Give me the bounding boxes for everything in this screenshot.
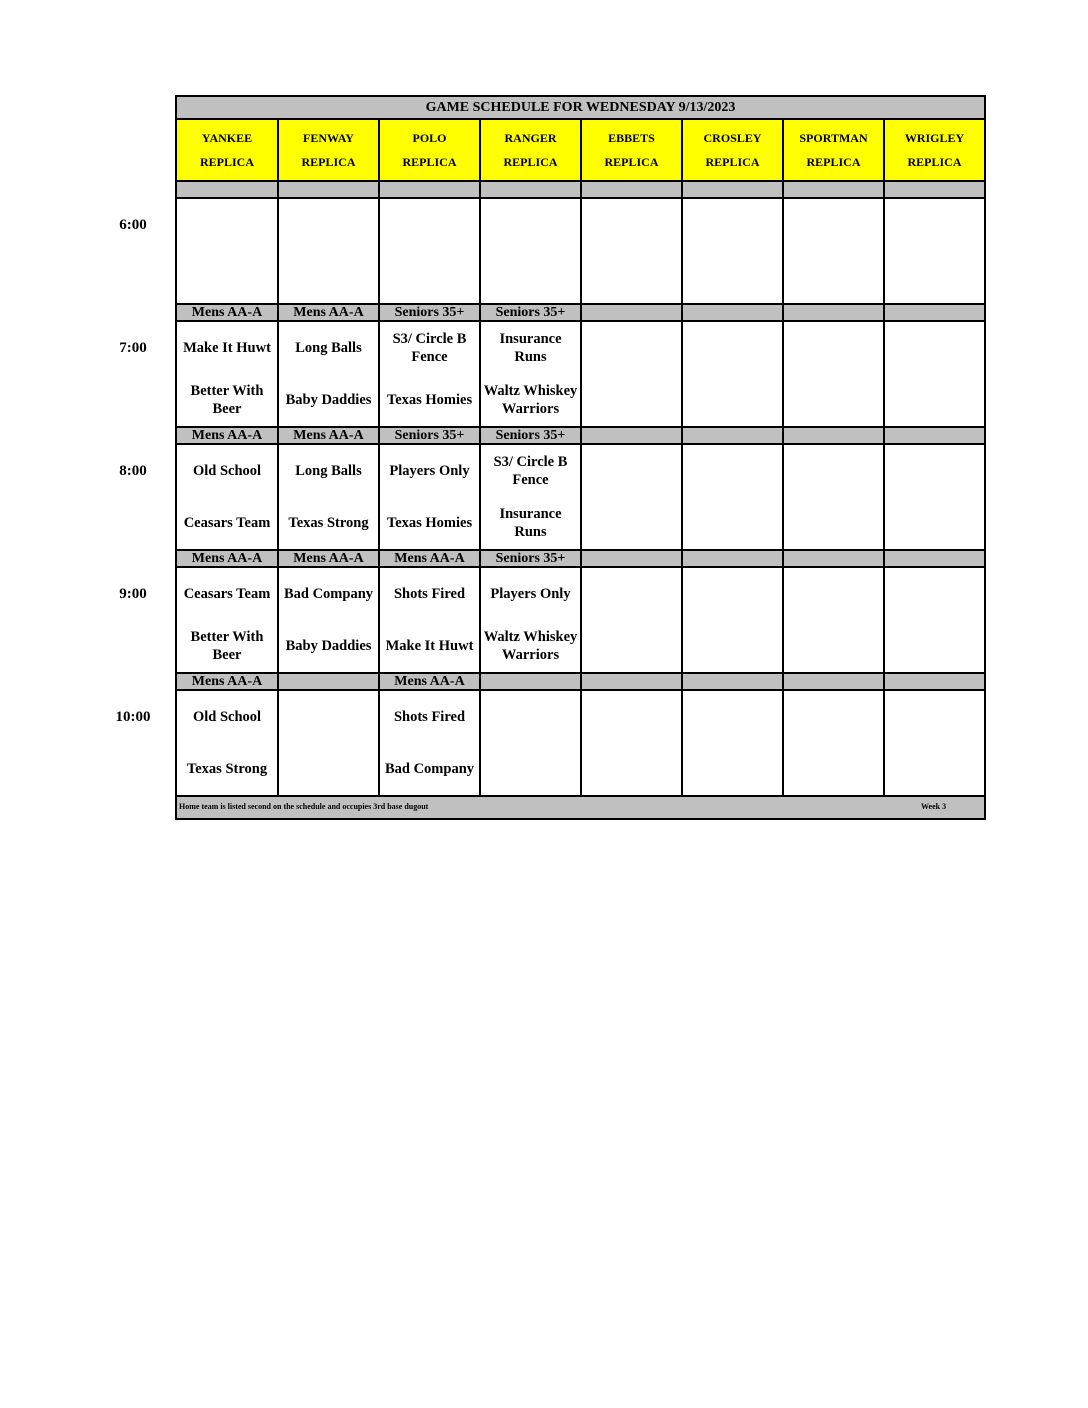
field-name: RANGER	[504, 130, 557, 145]
home-team	[784, 497, 883, 549]
game-cell	[885, 322, 984, 426]
field-subtitle: REPLICA	[705, 154, 760, 169]
field-subtitle: REPLICA	[301, 154, 356, 169]
home-team	[885, 251, 984, 303]
home-team: Texas Strong	[288, 515, 369, 531]
game-cell	[683, 691, 784, 795]
home-team: Ceasars Team	[183, 515, 271, 531]
visiting-team	[582, 322, 681, 374]
home-team	[279, 251, 378, 303]
game-cell	[885, 568, 984, 672]
game-cell	[784, 199, 885, 303]
home-team	[885, 497, 984, 549]
game-cell	[885, 445, 984, 549]
home-team: Better With Beer	[190, 629, 264, 663]
field-subtitle: REPLICA	[402, 154, 457, 169]
division-label	[683, 674, 784, 689]
visiting-team: Long Balls	[295, 340, 362, 356]
division-label	[784, 182, 885, 197]
division-label	[481, 674, 582, 689]
home-team	[885, 620, 984, 672]
division-label: Seniors 35+	[481, 305, 582, 320]
visiting-team	[380, 199, 479, 251]
field-header	[885, 120, 984, 180]
game-cell	[481, 691, 582, 795]
home-team	[177, 251, 277, 303]
game-cell	[279, 322, 380, 426]
division-label	[683, 551, 784, 566]
game-cell	[582, 691, 683, 795]
game-cell	[784, 568, 885, 672]
game-cell	[481, 568, 582, 672]
home-team: Texas Strong	[186, 761, 268, 777]
game-cell	[582, 445, 683, 549]
visiting-team: Shots Fired	[393, 709, 466, 725]
home-team	[683, 743, 782, 795]
division-label: Seniors 35+	[380, 428, 481, 443]
game-cell	[481, 445, 582, 549]
visiting-team	[885, 445, 984, 497]
visiting-team	[481, 691, 580, 743]
game-row	[177, 691, 984, 797]
visiting-team	[683, 199, 782, 251]
game-cell	[582, 199, 683, 303]
division-label	[582, 182, 683, 197]
division-label: Mens AA-A	[177, 305, 279, 320]
game-cell	[177, 199, 279, 303]
game-cell	[279, 568, 380, 672]
home-team: Texas Homies	[386, 392, 473, 408]
field-header-row	[177, 120, 984, 182]
time-label: 7:00	[119, 340, 147, 356]
time-label: 6:00	[119, 217, 147, 233]
game-cell	[683, 568, 784, 672]
division-label	[683, 428, 784, 443]
field-header	[177, 120, 279, 180]
division-label	[885, 674, 984, 689]
division-row	[177, 182, 984, 199]
division-label	[683, 182, 784, 197]
game-cell	[582, 322, 683, 426]
visiting-team	[582, 568, 681, 620]
time-label: 9:00	[119, 586, 147, 602]
game-cell	[481, 322, 582, 426]
game-cell	[177, 691, 279, 795]
visiting-team: Old School	[192, 463, 262, 479]
home-team	[784, 251, 883, 303]
schedule-title: GAME SCHEDULE FOR WEDNESDAY 9/13/2023	[177, 97, 984, 120]
field-name: YANKEE	[201, 130, 253, 145]
field-header	[582, 120, 683, 180]
game-cell	[279, 691, 380, 795]
field-name: CROSLEY	[703, 130, 762, 145]
game-cell	[784, 445, 885, 549]
visiting-team: Long Balls	[295, 463, 362, 479]
home-team	[279, 743, 378, 795]
game-row	[177, 322, 984, 428]
home-team	[582, 620, 681, 672]
footer-note: Home team is listed second on the schedule and occupies 3rd base dugout	[179, 802, 429, 811]
home-team	[784, 743, 883, 795]
field-name: POLO	[412, 130, 447, 145]
visiting-team: Shots Fired	[393, 586, 466, 602]
visiting-team: S3/ Circle B Fence	[493, 454, 568, 488]
game-cell	[885, 199, 984, 303]
field-name: WRIGLEY	[904, 130, 965, 145]
division-label	[279, 674, 380, 689]
game-cell	[177, 568, 279, 672]
division-label	[582, 674, 683, 689]
field-header	[481, 120, 582, 180]
visiting-team	[683, 322, 782, 374]
field-header	[784, 120, 885, 180]
division-row	[177, 674, 984, 691]
game-cell	[380, 691, 481, 795]
home-team: Insurance Runs	[499, 506, 562, 540]
division-label	[784, 428, 885, 443]
division-label: Mens AA-A	[177, 551, 279, 566]
division-label: Mens AA-A	[177, 674, 279, 689]
division-label: Mens AA-A	[279, 428, 380, 443]
game-cell	[683, 199, 784, 303]
game-cell	[380, 568, 481, 672]
game-cell	[279, 445, 380, 549]
visiting-team	[784, 568, 883, 620]
field-header	[683, 120, 784, 180]
footer	[177, 797, 984, 818]
home-team: Waltz Whiskey Warriors	[483, 383, 578, 417]
division-label	[380, 182, 481, 197]
home-team	[784, 620, 883, 672]
game-cell	[683, 445, 784, 549]
division-label: Mens AA-A	[380, 674, 481, 689]
division-label	[784, 551, 885, 566]
division-label: Mens AA-A	[279, 551, 380, 566]
game-cell	[784, 322, 885, 426]
visiting-team	[784, 691, 883, 743]
home-team	[582, 497, 681, 549]
division-label	[279, 182, 380, 197]
home-team	[683, 251, 782, 303]
game-cell	[380, 445, 481, 549]
home-team: Baby Daddies	[285, 392, 372, 408]
visiting-team	[582, 199, 681, 251]
game-cell	[582, 568, 683, 672]
visiting-team	[279, 691, 378, 743]
field-subtitle: REPLICA	[503, 154, 558, 169]
visiting-team: Insurance Runs	[499, 331, 562, 365]
game-cell	[279, 199, 380, 303]
time-label: 8:00	[119, 463, 147, 479]
week-label: Week 3	[921, 802, 947, 811]
visiting-team	[481, 199, 580, 251]
home-team	[784, 374, 883, 426]
game-cell	[177, 445, 279, 549]
visiting-team: Make It Huwt	[183, 340, 271, 356]
home-team	[885, 374, 984, 426]
visiting-team	[784, 199, 883, 251]
division-row	[177, 428, 984, 445]
division-label: Seniors 35+	[481, 428, 582, 443]
game-cell	[683, 322, 784, 426]
division-label	[784, 305, 885, 320]
game-cell	[481, 199, 582, 303]
visiting-team: Old School	[192, 709, 262, 725]
home-team	[481, 743, 580, 795]
division-label	[885, 551, 984, 566]
visiting-team: Bad Company	[283, 586, 374, 602]
division-label	[582, 551, 683, 566]
division-label	[885, 428, 984, 443]
home-team: Bad Company	[384, 761, 475, 777]
game-cell	[380, 199, 481, 303]
visiting-team: S3/ Circle B Fence	[392, 331, 467, 365]
division-row	[177, 305, 984, 322]
visiting-team	[582, 445, 681, 497]
home-team	[481, 251, 580, 303]
field-name: SPORTMAN	[799, 130, 868, 145]
game-row	[177, 568, 984, 674]
field-header	[279, 120, 380, 180]
game-row	[177, 199, 984, 305]
field-subtitle: REPLICA	[806, 154, 861, 169]
visiting-team	[582, 691, 681, 743]
home-team	[582, 251, 681, 303]
home-team	[683, 497, 782, 549]
home-team	[885, 743, 984, 795]
home-team	[683, 620, 782, 672]
field-subtitle: REPLICA	[604, 154, 659, 169]
division-label: Seniors 35+	[380, 305, 481, 320]
visiting-team	[885, 568, 984, 620]
division-label	[481, 182, 582, 197]
home-team	[582, 743, 681, 795]
game-cell	[380, 322, 481, 426]
division-label	[582, 305, 683, 320]
visiting-team	[279, 199, 378, 251]
home-team	[683, 374, 782, 426]
home-team: Make It Huwt	[385, 638, 474, 654]
visiting-team	[683, 568, 782, 620]
field-name: EBBETS	[608, 130, 655, 145]
visiting-team	[885, 199, 984, 251]
division-label: Seniors 35+	[481, 551, 582, 566]
game-cell	[177, 322, 279, 426]
field-name: FENWAY	[303, 130, 354, 145]
division-label	[885, 305, 984, 320]
visiting-team	[784, 445, 883, 497]
home-team	[582, 374, 681, 426]
field-subtitle: REPLICA	[199, 154, 254, 169]
division-label	[885, 182, 984, 197]
visiting-team: Players Only	[389, 463, 470, 479]
field-header	[380, 120, 481, 180]
home-team: Waltz Whiskey Warriors	[483, 629, 578, 663]
game-row	[177, 445, 984, 551]
visiting-team	[177, 199, 277, 251]
visiting-team: Players Only	[490, 586, 571, 602]
division-label	[177, 182, 279, 197]
visiting-team	[683, 691, 782, 743]
visiting-team: Ceasars Team	[183, 586, 271, 602]
home-team	[380, 251, 479, 303]
visiting-team	[784, 322, 883, 374]
game-cell	[885, 691, 984, 795]
division-row	[177, 551, 984, 568]
schedule-sheet	[175, 95, 986, 820]
visiting-team	[885, 691, 984, 743]
division-label: Mens AA-A	[380, 551, 481, 566]
game-cell	[784, 691, 885, 795]
division-label: Mens AA-A	[279, 305, 380, 320]
time-label: 10:00	[115, 709, 151, 725]
division-label	[784, 674, 885, 689]
field-subtitle: REPLICA	[907, 154, 962, 169]
division-label	[582, 428, 683, 443]
division-label	[683, 305, 784, 320]
home-team: Better With Beer	[190, 383, 264, 417]
home-team: Texas Homies	[386, 515, 473, 531]
visiting-team	[885, 322, 984, 374]
home-team: Baby Daddies	[285, 638, 372, 654]
visiting-team	[683, 445, 782, 497]
division-label: Mens AA-A	[177, 428, 279, 443]
